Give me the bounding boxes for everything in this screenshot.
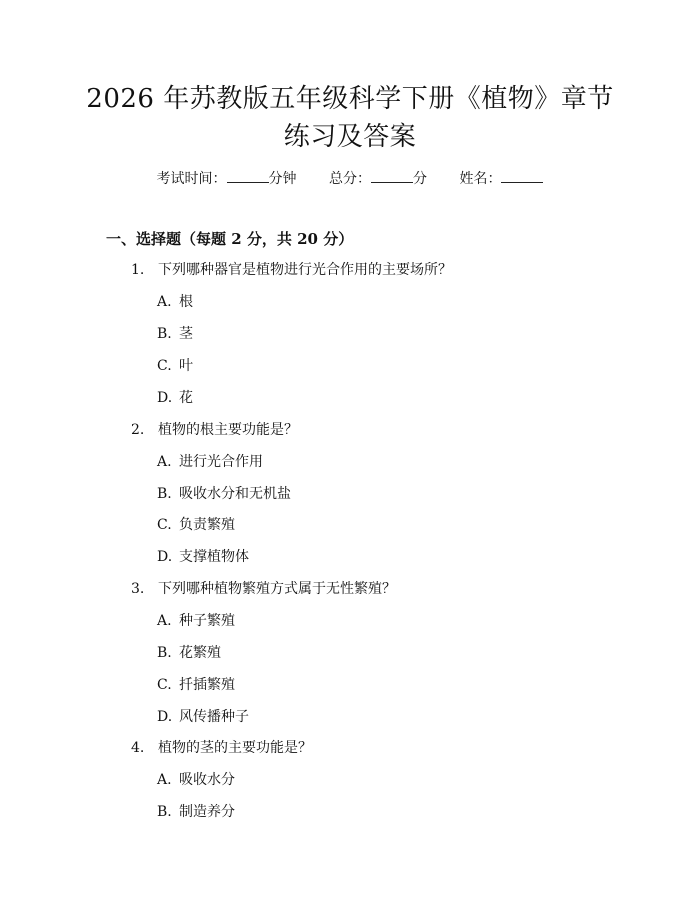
question-1-option-c [157,356,193,376]
question-1-option-a [157,292,193,312]
option-text: 制造养分 [179,804,235,820]
section-heading: 一、选择题（每题 2 分，共 20 分） [106,230,354,248]
total-score-label: 总分： [329,171,371,187]
question-4 [131,738,312,758]
option-letter: C. [157,358,172,374]
question-number: 1. [131,262,145,278]
question-2-option-a [157,452,263,472]
question-1 [131,260,452,280]
option-letter: A. [157,454,172,470]
total-score-unit: 分 [413,171,427,187]
question-number: 2. [131,422,145,438]
page-title [0,80,700,156]
question-text: 下列哪种植物繁殖方式属于无性繁殖？ [158,581,396,597]
option-text: 负责繁殖 [179,517,235,533]
question-2 [131,420,298,440]
question-1-option-d [157,388,193,408]
question-text: 植物的茎的主要功能是？ [158,740,312,756]
option-letter: B. [157,645,172,661]
exam-time-blank[interactable] [227,168,269,183]
option-letter: A. [157,772,172,788]
question-text: 下列哪种器官是植物进行光合作用的主要场所？ [158,262,452,278]
option-text: 进行光合作用 [179,454,263,470]
option-letter: C. [157,517,172,533]
exam-time-field [157,168,297,189]
exam-info-row [0,168,700,189]
question-3-option-a [157,611,235,631]
name-blank[interactable] [501,168,543,183]
question-number: 4. [131,740,145,756]
option-text: 吸收水分和无机盐 [179,486,291,502]
option-text: 风传播种子 [179,709,249,725]
option-letter: B. [157,804,172,820]
title-line-2: 练习及答案 [283,122,417,152]
option-letter: A. [157,613,172,629]
exam-time-label: 考试时间： [156,171,227,187]
option-text: 根 [179,294,193,310]
name-label: 姓名： [459,171,502,187]
option-letter: D. [157,709,173,725]
question-2-option-c [157,515,235,535]
option-letter: D. [157,549,173,565]
option-letter: D. [157,390,173,406]
question-number: 3. [131,581,145,597]
option-letter: B. [157,326,172,342]
option-text: 吸收水分 [179,772,235,788]
total-score-blank[interactable] [371,168,413,183]
option-text: 扦插繁殖 [179,677,235,693]
question-4-option-a [157,770,235,790]
name-field [459,168,543,189]
option-text: 支撑植物体 [179,549,249,565]
option-text: 种子繁殖 [179,613,235,629]
question-4-option-b [157,802,235,822]
option-text: 花繁殖 [179,645,221,661]
question-1-option-b [157,324,193,344]
question-3-option-b [157,643,221,663]
option-text: 叶 [179,358,193,374]
option-text: 茎 [179,326,193,342]
option-letter: B. [157,486,172,502]
option-letter: C. [157,677,172,693]
question-2-option-d [157,547,249,567]
exam-time-unit: 分钟 [268,171,297,187]
total-score-field [329,168,427,189]
question-2-option-b [157,484,291,504]
question-3-option-c [157,675,235,695]
title-line-1: 2026 年苏教版五年级科学下册《植物》章节 [86,84,614,114]
option-text: 花 [179,390,193,406]
question-3 [131,579,396,599]
question-3-option-d [157,707,249,727]
option-letter: A. [157,294,172,310]
question-text: 植物的根主要功能是？ [158,422,298,438]
